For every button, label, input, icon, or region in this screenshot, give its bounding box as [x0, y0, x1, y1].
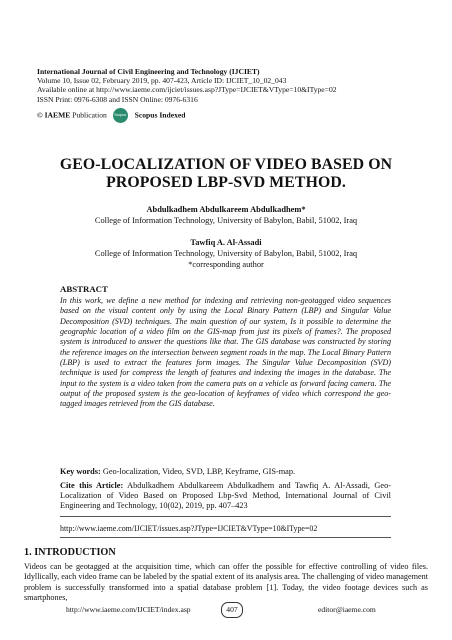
paper-title-line-1: GEO-LOCALIZATION OF VIDEO BASED ON: [59, 156, 393, 173]
corresponding-author-note: *corresponding author: [188, 260, 264, 269]
footer-journal-link[interactable]: http://www.iaeme.com/IJCIET/index.asp: [66, 605, 191, 614]
divider: [60, 537, 391, 538]
keywords-label: Key words:: [60, 467, 101, 476]
scopus-logo-icon: Scopus: [113, 108, 128, 123]
section-heading-introduction: 1. INTRODUCTION: [24, 547, 116, 558]
journal-volume: Volume 10, Issue 02, February 2019, pp. 407-423, Article ID: IJCIET_10_02_043: [37, 76, 287, 86]
divider: [60, 516, 391, 517]
publisher-publication: Publication: [72, 110, 107, 120]
keywords: [60, 467, 391, 477]
journal-available-link[interactable]: Available online at http://www.iaeme.com/ijciet/issues.asp?JType=IJCIET&VType=10&IType=02: [37, 85, 337, 95]
cite-text: Abdulkadhem Abdulkareem Abdulkadhem and Tawfiq A. Al-Assadi, Geo-Localization of Video Based on Proposed Lbp-Svd Method, International Journal of Civil Engineering and Technology, 10(02), 2019, pp. 407–423: [60, 481, 391, 511]
page-number: 407: [221, 602, 243, 618]
author-block-1: [37, 204, 415, 226]
publisher-copyright: © IAEME: [37, 110, 71, 120]
paper-title-line-2: PROPOSED LBP-SVD METHOD.: [106, 174, 346, 191]
paper-title: [37, 156, 415, 192]
cite-label: Cite this Article:: [60, 481, 124, 490]
introduction-text: Videos can be geotagged at the acquisition time, which can offer the possible for effective controlling of video files. Idyllically, each video frame can be labeled by the spatial extent of its analysis area. The challenging of video management problem is successfully transformed into a spatial database problem [1]. Today, the video footage devices such as smartphones,: [24, 562, 428, 602]
author-name: Tawfiq A. Al-Assadi: [190, 238, 262, 247]
page-footer: [0, 602, 452, 618]
journal-header: [37, 67, 427, 104]
author-affiliation: College of Information Technology, University of Babylon, Babil, 51002, Iraq: [94, 216, 358, 225]
journal-title: International Journal of Civil Engineering and Technology (IJCIET): [37, 67, 260, 76]
publisher-row: [37, 107, 427, 123]
keywords-text: Geo-localization, Video, SVD, LBP, Keyframe, GIS-map.: [100, 467, 296, 476]
cite-article: [60, 481, 391, 511]
issue-link[interactable]: http://www.iaeme.com/IJCIET/issues.asp?JType=IJCIET&VType=10&IType=02: [60, 524, 318, 533]
footer-email[interactable]: editor@iaeme.com: [318, 605, 376, 614]
abstract-heading: ABSTRACT: [60, 284, 108, 294]
scopus-indexed: Scopus Indexed: [134, 110, 186, 120]
author-block-2: [37, 237, 415, 270]
abstract-text: In this work, we define a new method for indexing and retrieving non-geotagged video sequences based on the visual content only by using the Local Binary Pattern (LBP) and Singular Value Decomposition (SVD) techniques. The main question of our system, Is it possible to determine the geographic location of a video film on the GIS-map from just its pixels of frames?. The proposed system is introduced to answer the questions like that. The GIS database was constructed by storing the reference images on the intersection between segment roads in the map. The Local Binary Pattern (LBP) is used to extract the features form images. The Singular Value Decomposition (SVD) technique is used for compress the length of features and indexing the images in the database. The input to the system is a video taken from the camera puts on a vehicle as forward facing camera. The output of the proposed system is the geo-location of keyframes of video which correspond the geo-tagged images retrieved from the GIS database.: [60, 296, 391, 409]
author-name: Abdulkadhem Abdulkareem Abdulkadhem*: [146, 205, 306, 214]
journal-issn: ISSN Print: 0976-6308 and ISSN Online: 0976-6316: [37, 94, 198, 104]
author-affiliation: College of Information Technology, University of Babylon, Babil, 51002, Iraq: [94, 249, 358, 258]
